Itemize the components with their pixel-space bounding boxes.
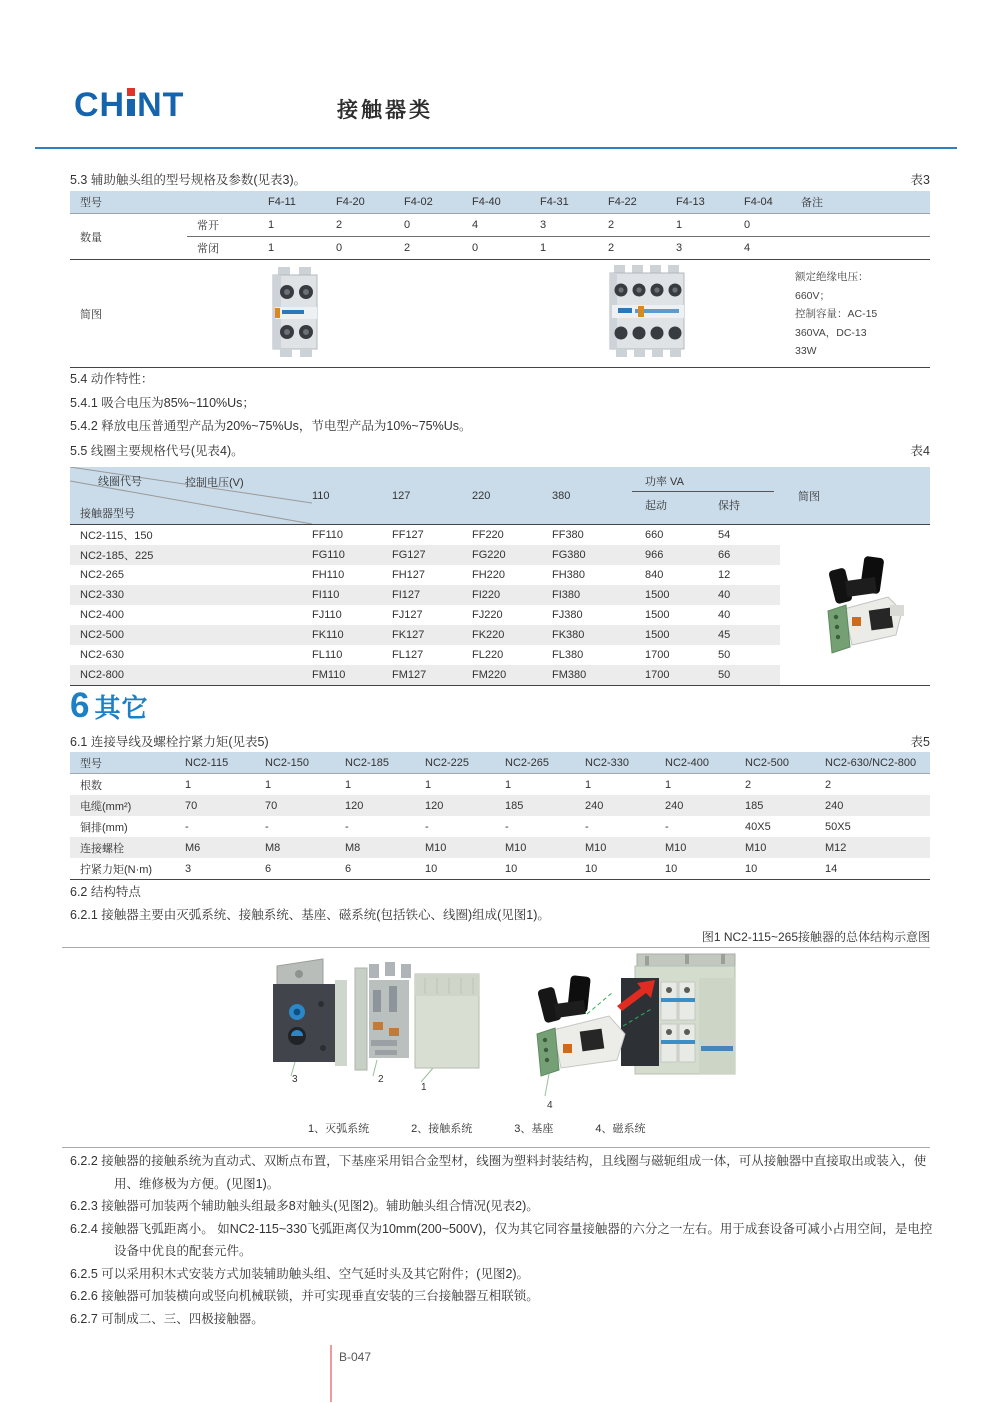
section-5-4-heading: 5.4 动作特性： [70,372,154,386]
cell: 1500 [645,609,670,621]
cell: 70 [185,795,265,816]
cell: FK220 [472,625,552,645]
cell: 185 [745,795,825,816]
cell: FG127 [392,545,472,565]
table3-notes [795,268,877,361]
table3-model: F4-11 [255,191,323,214]
cell: 50X5 [825,820,851,833]
table3-sketch-cell [187,260,930,368]
cell: 1 [527,237,595,260]
table3-model: F4-02 [391,191,459,214]
cell: 6 [345,858,425,880]
cell: FL110 [312,649,343,661]
corner-contactor-model-label: 接触器型号 [80,508,135,520]
cell: 120 [345,795,425,816]
header-cell: NC2-115 [185,752,265,774]
table3-no-label: 常开 [187,214,255,237]
cell: 1 [585,778,592,791]
cell: 1 [345,778,352,791]
cell: FH127 [392,569,426,581]
paragraph-6-2-7: 6.2.7 可制成二、三、四极接触器。 [70,1311,264,1326]
table4-voltage-header: 110 [312,467,392,525]
cell: 0 [391,214,459,237]
coil-image-cell [780,525,930,686]
cell: FK380 [552,625,632,645]
header-cell: NC2-150 [265,752,345,774]
cell: 50 [705,665,780,686]
cell: M10 [665,837,745,858]
section-5-5-row [70,441,930,459]
cell: 840 [645,569,664,581]
table3-tag: 表3 [910,173,930,187]
note-line: 660V； [795,289,831,302]
header-cell: NC2-225 [425,752,505,774]
cell: - [585,820,589,833]
cell: 70 [265,795,345,816]
cell: FI380 [552,585,632,605]
cell: FM110 [312,665,392,686]
section-6-1-heading: 6.1 连接导线及螺栓拧紧力矩(见表5) [70,735,269,749]
cell: - [185,820,189,833]
cell: FM380 [552,665,632,686]
power-hold-label: 保持 [718,500,740,512]
section-6-2-heading: 6.2 结构特点 [70,885,141,899]
cell: 2 [323,214,391,237]
table4-voltage-header: 127 [392,467,472,525]
table3-col-model: 型号 [70,191,255,214]
note-line: 360VA，DC-13 [795,326,867,339]
cell: 14 [825,858,930,880]
table4-voltage-header: 380 [552,467,632,525]
cell: 2 [745,778,752,791]
section-5-5-heading: 5.5 线圈主要规格代号(见表4)。 [70,444,244,458]
aux-contact-4pole-image [608,265,686,357]
cell [799,214,930,237]
cell: 240 [825,795,930,816]
cell-model: NC2-185、225 [70,545,312,565]
table-row [70,858,930,880]
cell: M10 [425,837,505,858]
cell: FH110 [312,569,345,581]
table3-nc-row [70,237,930,260]
section-6-heading [70,686,148,726]
cell [799,237,930,260]
table4-power-group [632,467,780,525]
legend-item: 1、灭弧系统 [308,1123,370,1135]
cell: 185 [505,795,585,816]
power-start-label: 起动 [645,500,667,512]
cell: - [505,820,509,833]
table3-qty-label: 数量 [70,214,187,260]
header-rule [35,147,957,149]
cell: FH380 [552,569,586,581]
header-cell: NC2-185 [345,752,425,774]
cell-model: NC2-400 [80,609,125,621]
cell: 1 [505,778,512,791]
cell: 120 [425,795,505,816]
table3-model: F4-13 [663,191,731,214]
cell: 1700 [645,649,670,661]
cell: 0 [459,237,527,260]
table4-corner-cell [70,467,312,525]
table4-voltage-header: 220 [472,467,552,525]
table-wiring-torque [70,752,930,880]
table3-sketch-row [70,260,930,368]
figure1-caption: 图1 NC2-115~265接触器的总体结构示意图 [701,930,930,944]
callout-1: 1 [421,1082,427,1093]
cell: 10 [745,858,825,880]
power-va-label: 功率 VA [645,476,684,488]
cell: 2 [391,237,459,260]
cell: FI220 [472,585,552,605]
row-label: 电缆(mm²) [70,795,185,816]
table3-model: F4-20 [323,191,391,214]
cell: FF220 [472,529,504,541]
cell: FG380 [552,545,632,565]
figure-bottom-rule [62,1147,930,1148]
row-label: 铜排(mm) [80,821,128,834]
header-cell: 型号 [70,752,185,774]
cell: FK110 [312,625,392,645]
cell: FM220 [472,665,552,686]
paragraph-6-2-2: 6.2.2 接触器的接触系统为直动式、双断点布置，下基座采用铝合金型材，线圈为塑料封装结构，且线圈与磁轭组成一体，可从接触器中直接取出或装入，使用、维修极为方便。(见图1)。 [70,1154,927,1191]
cell: FJ127 [392,609,423,621]
cell: FF110 [312,529,343,541]
cell: 4 [459,214,527,237]
cell: 50 [718,649,731,661]
cell: - [265,820,269,833]
cell: 40X5 [745,820,771,833]
paragraph-6-2-4: 6.2.4 接触器飞弧距离小。 如NC2-115~330飞弧距离仅为10mm(200~500V)，仅为其它同容量接触器的六分之一左右。用于成套设备可减小占用空间，是电控设备中优良的配套元件。 [70,1221,933,1258]
table-row [70,774,930,796]
cell: 6 [265,858,345,880]
cell: - [425,820,429,833]
cell: FL127 [392,649,424,661]
cell: FL220 [472,649,504,661]
cell: FL380 [552,649,584,661]
figure-top-rule [62,947,930,948]
paragraph-6-2-5: 6.2.5 可以采用积木式安装方式加装辅助触头组、空气延时头及其它附件；(见图2)。 [70,1266,530,1281]
cell: 3 [185,858,265,880]
corner-voltage-label: 控制电压(V) [185,477,244,489]
table-coil-codes [70,467,930,686]
cell: 4 [731,237,799,260]
table4-sketch-header: 简图 [780,467,930,525]
paragraph-6-2-3: 6.2.3 接触器可加装两个辅助触头组最多8对触头(见图2)。辅助触头组合情况(见表2)。 [70,1199,539,1213]
contactor-coil-insert-image [525,950,760,1116]
header-cell: NC2-630/NC2-800 [825,752,930,774]
cell-model: NC2-265 [80,569,125,581]
cell: 3 [663,237,731,260]
legend-item: 2、接触系统 [411,1123,473,1135]
table-aux-contact-specs [70,191,930,368]
cell-model: NC2-330 [70,585,312,605]
table-row [70,837,930,858]
cell: 240 [585,795,665,816]
section-6-1-row [70,732,930,750]
cell: 0 [323,237,391,260]
table5-header-row [70,752,930,774]
cell: 2 [595,214,663,237]
cell: 1700 [632,665,705,686]
table-row [70,795,930,816]
corner-coil-code-label: 线圈代号 [98,476,142,488]
logo-i-icon [127,88,135,116]
table3-model: F4-40 [459,191,527,214]
cell: FG110 [312,545,392,565]
cell: M8 [345,837,425,858]
cell: 2 [595,237,663,260]
cell-model: NC2-500 [70,625,312,645]
section-6-title: 其它 [94,693,149,723]
cell: M6 [185,837,265,858]
page-title: 接触器类 [337,99,433,122]
cell: 10 [665,858,745,880]
section-6-2-1: 6.2.1 接触器主要由灭弧系统、接触系统、基座、磁系统(包括铁心、线圈)组成(见图1)。 [70,908,550,922]
page-number: B-047 [339,1350,372,1364]
cell-model: NC2-115、150 [80,530,153,542]
cell: M10 [505,837,585,858]
cell: 1 [425,778,432,791]
cell: 10 [505,858,585,880]
figure1-legend [308,1120,646,1136]
section-5-4-2: 5.4.2 释放电压普通型产品为20%~75%Us，节电型产品为10%~75%Us。 [70,419,472,433]
callout-3: 3 [292,1074,298,1085]
cell: 40 [705,585,780,605]
cell: FI127 [392,585,472,605]
coil-image [822,553,906,657]
table-row [70,525,930,546]
cell: - [345,820,349,833]
callout-4: 4 [547,1100,553,1111]
table3-model: F4-04 [731,191,799,214]
note-line: 额定绝缘电压： [795,271,869,283]
header-cell: NC2-500 [745,752,825,774]
row-label: 根数 [80,779,102,792]
cell: FJ380 [552,609,583,621]
table3-nc-label: 常闭 [187,237,255,260]
cell-model: NC2-800 [70,665,312,686]
table3-col-remark: 备注 [799,191,930,214]
cell: FI110 [312,585,392,605]
cell: 240 [665,795,745,816]
cell: 0 [731,214,799,237]
cell: FH220 [472,569,506,581]
note-line: 33W [795,345,817,357]
paragraph-6-2-6: 6.2.6 接触器可加装横向或竖向机械联锁，并可实现垂直安装的三台接触器互相联锁。 [70,1289,539,1303]
table3-sketch-label: 简图 [70,260,187,368]
table4-header-row [70,467,930,525]
footer-rule [330,1345,332,1402]
cell: 1 [665,778,672,791]
cell: 1500 [632,585,705,605]
row-label: 拧紧力矩(N·m) [70,858,185,880]
row-label: 连接螺栓 [70,837,185,858]
cell: 54 [718,529,731,541]
cell: 1 [663,214,731,237]
cell: FG220 [472,545,552,565]
section-5-3-row [70,170,930,188]
cell: 3 [527,214,595,237]
aux-contact-2pole-image [268,267,322,357]
legend-item: 3、基座 [514,1123,554,1135]
logo-text-right: NT [137,86,185,124]
chint-logo [74,86,184,125]
cell: 45 [705,625,780,645]
contactor-exploded-image [265,956,510,1094]
cell: FK127 [392,625,472,645]
cell: 1 [265,778,272,791]
table-row [70,816,930,837]
cell: 660 [645,529,664,541]
table4-tag: 表4 [910,444,930,458]
logo-text-left: CH [74,86,126,124]
cell: 10 [425,858,505,880]
cell: 12 [718,569,731,581]
section-6-number: 6 [70,686,90,725]
legend-item: 4、磁系统 [595,1123,646,1135]
note-line: 控制容量：AC-15 [795,308,878,320]
table3-header-row [70,191,930,214]
cell: 2 [825,778,832,791]
cell: FM127 [392,665,472,686]
feature-paragraphs [70,1150,934,1330]
table5-tag: 表5 [910,735,930,749]
cell: FF380 [552,529,584,541]
cell: 66 [705,545,780,565]
table3-no-row [70,214,930,237]
cell: FJ220 [472,609,503,621]
cell: 966 [632,545,705,565]
cell: 1 [185,778,192,791]
header-cell: NC2-265 [505,752,585,774]
cell: M10 [585,837,665,858]
cell: 40 [718,609,731,621]
table3-model: F4-22 [595,191,663,214]
cell: M12 [825,837,930,858]
cell: - [665,820,669,833]
section-5-3-heading: 5.3 辅助触头组的型号规格及参数(见表3)。 [70,173,307,187]
cell: 10 [585,858,665,880]
table3-model: F4-31 [527,191,595,214]
callout-2: 2 [378,1074,384,1085]
cell: M8 [265,837,345,858]
cell-model: NC2-630 [80,649,125,661]
cell: 1500 [632,625,705,645]
header-cell: NC2-400 [665,752,745,774]
cell: FF127 [392,529,424,541]
cell: 1 [255,214,323,237]
cell: 1 [255,237,323,260]
section-5-4-1: 5.4.1 吸合电压为85%~110%Us； [70,396,255,410]
cell: M10 [745,837,825,858]
cell: FJ110 [312,609,342,621]
header-cell: NC2-330 [585,752,665,774]
